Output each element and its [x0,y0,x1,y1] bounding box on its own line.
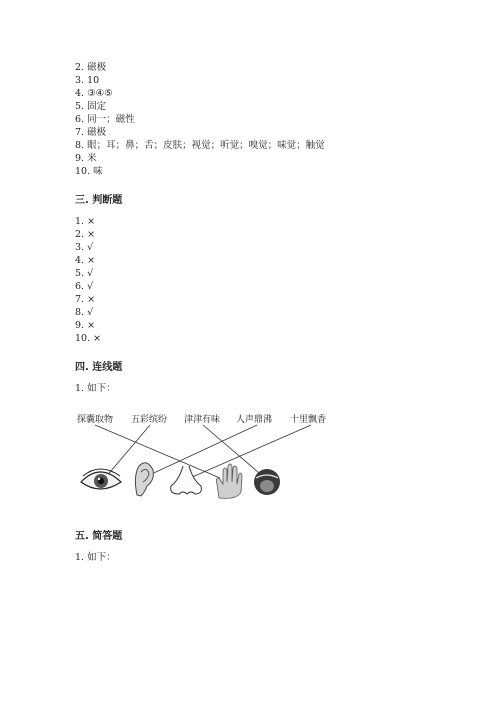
judgement-answer: 9. × [75,320,96,331]
nose-icon [171,466,202,494]
section-heading-short-answer: 五. 简答题 [75,531,123,542]
judgement-answer: 10. × [75,333,102,344]
judgement-answer: 5. √ [75,268,94,279]
section-heading-judgement: 三. 判断题 [75,195,123,206]
ear-icon [135,463,153,496]
short-answer-item-label: 1. 如下： [75,552,116,563]
connector-lines [95,425,311,478]
matching-diagram [75,412,340,504]
section-heading-matching: 四. 连线题 [75,362,123,373]
answer-line: 6. 同一；磁性 [75,114,135,125]
answer-line: 9. 米 [75,153,97,164]
answer-line: 3. 10 [75,75,100,86]
judgement-answer: 4. × [75,255,96,266]
judgement-answer: 3. √ [75,242,94,253]
answer-line: 8. 眼；耳；鼻；舌；皮肤；视觉；听觉；嗅觉；味觉；触觉 [75,140,325,151]
idiom-label: 津津有味 [184,415,221,425]
idiom-label: 五彩缤纷 [131,415,168,425]
answer-line: 5. 固定 [75,101,107,112]
idiom-label: 十里飘香 [290,415,327,425]
judgement-answer: 7. × [75,294,96,305]
judgement-answer: 1. × [75,216,96,227]
matching-figure [75,412,340,504]
judgement-answer: 6. √ [75,281,94,292]
idiom-label: 探囊取物 [77,415,114,425]
matching-item-label: 1. 如下： [75,383,116,394]
eye-icon [81,469,121,489]
idiom-label: 人声鼎沸 [236,415,273,425]
answer-line: 4. ③④⑤ [75,88,113,99]
judgement-answer: 2. × [75,229,96,240]
mouth-icon [254,469,280,495]
answer-line: 7. 磁极 [75,127,107,138]
answer-line: 2. 磁极 [75,62,107,73]
answer-line: 10. 味 [75,166,103,177]
judgement-answer: 8. √ [75,307,94,318]
hand-icon [216,464,242,498]
